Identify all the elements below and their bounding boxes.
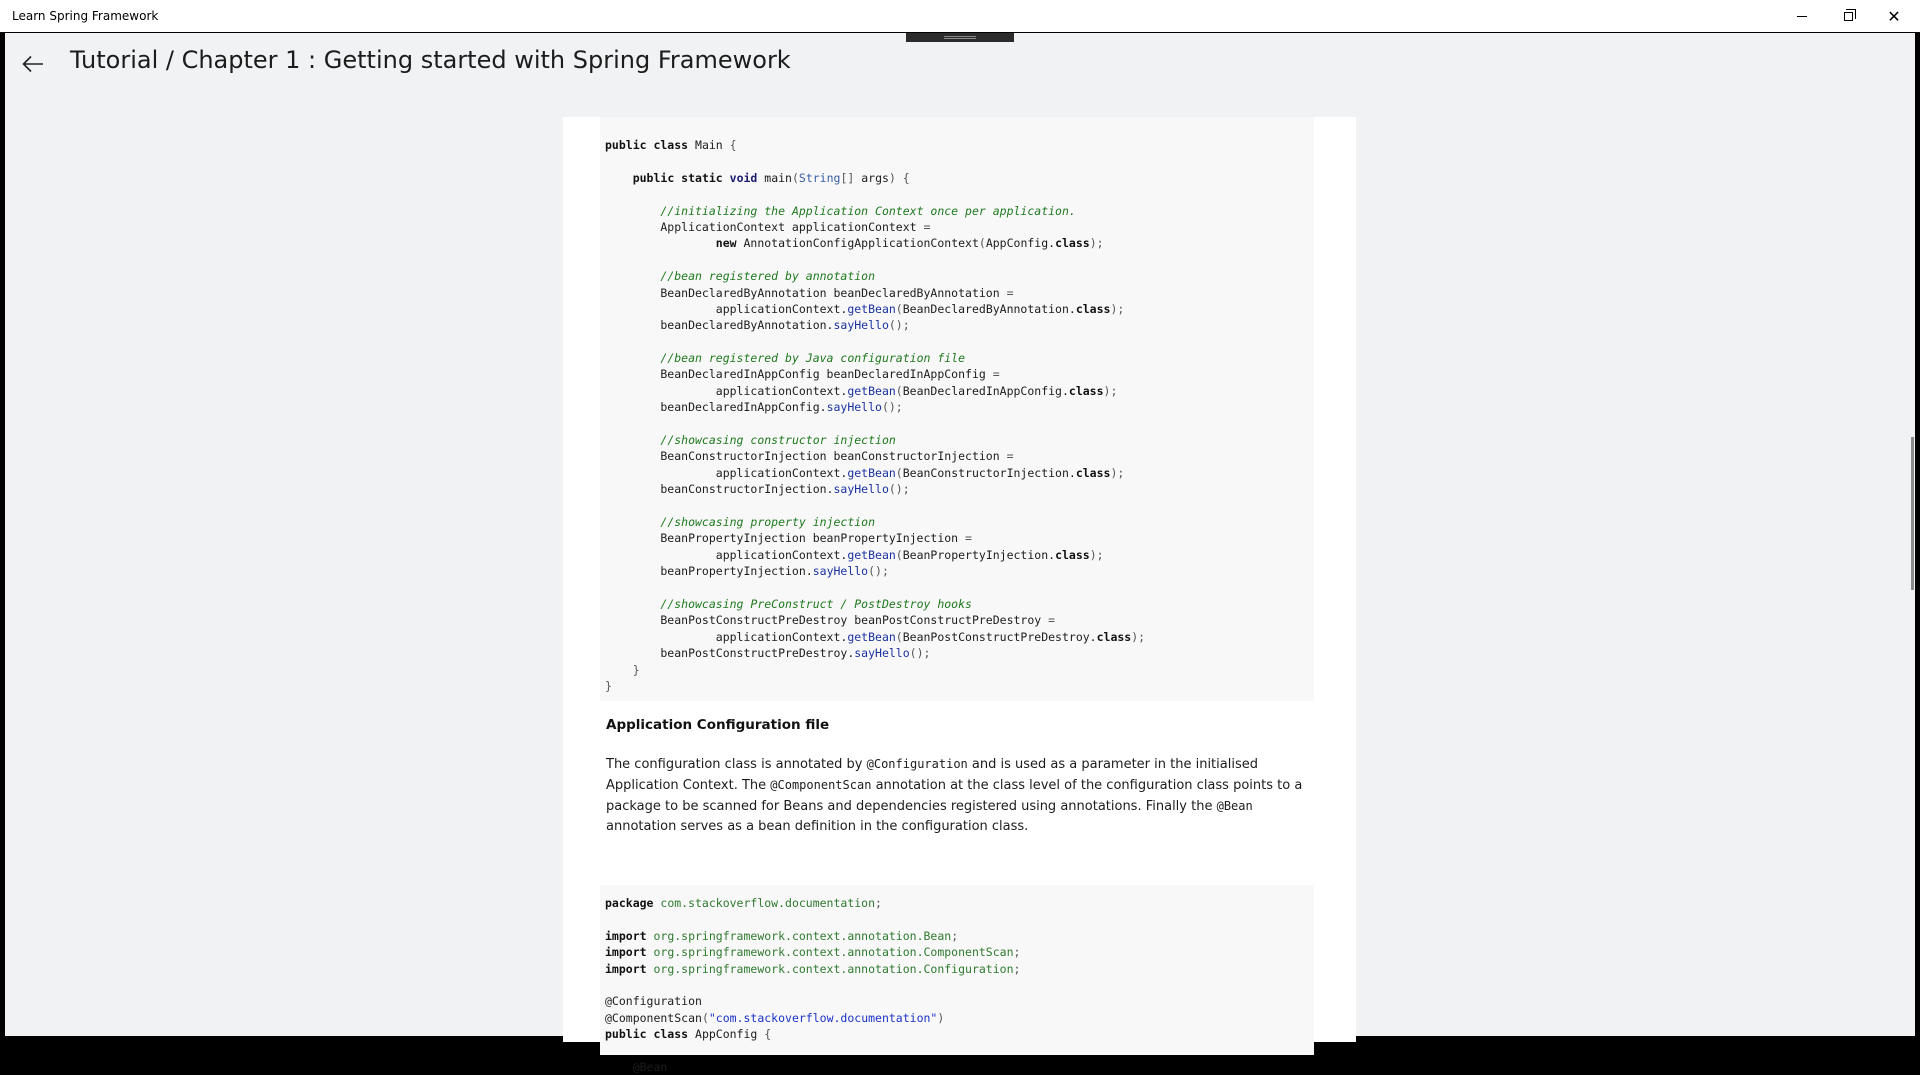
code-line	[605, 170, 1314, 186]
code-line	[605, 911, 1314, 927]
minimize-icon	[1797, 16, 1807, 17]
code-token: AppConfig.	[985, 236, 1056, 251]
code-token: com.stackoverflow.documentation	[660, 896, 876, 910]
code-line	[605, 944, 1314, 960]
code-token: ();	[909, 646, 931, 661]
code-token: {	[729, 138, 737, 152]
code-line	[605, 366, 1314, 382]
inline-code: @Configuration	[866, 757, 968, 771]
code-token: @Configuration	[605, 994, 702, 1009]
paragraph-text: annotation at the class level of the configuration class points to a package to be scanned for Beans and dependencies registered using annotations. Finally the	[606, 778, 1303, 814]
code-line	[605, 580, 1314, 596]
code-token: args	[861, 170, 889, 185]
code-line	[605, 252, 1314, 268]
code-token: (	[791, 170, 799, 185]
code-token	[605, 597, 660, 611]
code-token: ();	[888, 318, 910, 333]
code-line	[605, 629, 1314, 645]
code-token: (	[895, 301, 903, 316]
code-token: )	[937, 1010, 945, 1025]
code-line	[605, 301, 1314, 317]
code-token: ;	[875, 896, 882, 910]
code-token: getBean	[847, 301, 896, 316]
code-token: sayHello	[833, 482, 889, 497]
restore-button[interactable]	[1825, 0, 1871, 32]
code-line	[605, 612, 1314, 628]
code-token: ApplicationContext applicationContext	[605, 219, 924, 234]
code-token: Main	[695, 138, 730, 152]
code-token: );	[1103, 383, 1118, 398]
code-line	[605, 895, 1314, 911]
code-token: import	[605, 928, 654, 943]
code-token: =	[1006, 285, 1014, 300]
inline-code: @Bean	[1216, 799, 1253, 813]
code-token: applicationContext.	[605, 547, 848, 562]
code-line	[605, 1026, 1314, 1042]
code-line	[605, 219, 1314, 235]
code-token: void	[729, 170, 765, 185]
code-token	[605, 204, 660, 218]
code-token: =	[965, 531, 972, 546]
code-token: @Bean	[605, 1059, 668, 1074]
code-token	[605, 433, 660, 447]
code-token: import	[605, 945, 654, 960]
code-token: );	[1131, 629, 1146, 644]
section-paragraph	[606, 754, 1316, 837]
code-token: BeanDeclaredInAppConfig beanDeclaredInAppConfig	[605, 367, 993, 382]
code-token: (	[701, 1010, 709, 1025]
tutorial-content	[563, 117, 1356, 1074]
code-token: ();	[888, 482, 910, 497]
code-token: getBean	[847, 383, 896, 398]
code-line	[605, 678, 1314, 694]
code-line	[605, 399, 1314, 415]
code-line	[605, 268, 1314, 284]
code-token: sayHello	[854, 646, 910, 661]
code-token: beanDeclaredInAppConfig.	[605, 400, 827, 415]
code-line	[605, 563, 1314, 579]
paragraph-text: annotation serves as a bean definition in the configuration class.	[606, 819, 1029, 834]
code-token: =	[1006, 449, 1014, 464]
code-token: ) {	[888, 170, 910, 185]
grip-icon	[944, 36, 976, 37]
code-token: org.springframework.context.annotation.Bean	[653, 928, 952, 943]
code-line	[605, 153, 1314, 169]
code-line	[605, 1059, 1314, 1075]
code-line	[605, 547, 1314, 563]
code-token: );	[1110, 301, 1125, 316]
back-button[interactable]	[17, 49, 49, 79]
code-token: {	[764, 1027, 772, 1042]
arrow-left-icon	[22, 55, 44, 73]
code-token: );	[1089, 236, 1104, 251]
code-token: new	[715, 236, 744, 251]
code-token: }	[605, 678, 612, 693]
code-line	[605, 465, 1314, 481]
code-token: ;	[1013, 961, 1021, 976]
code-token: BeanPostConstructPreDestroy beanPostConstructPreDestroy	[605, 613, 1049, 628]
code-token: getBean	[847, 465, 896, 480]
code-token: org.springframework.context.annotation.ComponentScan	[653, 945, 1014, 960]
code-line	[605, 662, 1314, 678]
code-line	[605, 383, 1314, 399]
code-line	[605, 1010, 1314, 1026]
inline-code: @ComponentScan	[770, 778, 872, 792]
close-icon: ✕	[1887, 6, 1901, 26]
code-token: public static	[632, 170, 730, 185]
code-token: BeanDeclaredByAnnotation beanDeclaredByAnnotation	[605, 285, 1007, 300]
code-line	[605, 448, 1314, 464]
code-token	[605, 236, 716, 250]
drag-handle[interactable]	[906, 33, 1014, 42]
code-token: );	[1110, 465, 1125, 480]
code-token: BeanDeclaredInAppConfig.	[902, 383, 1069, 398]
code-token: beanPostConstructPreDestroy.	[605, 646, 855, 661]
minimize-button[interactable]	[1779, 0, 1825, 32]
code-line	[605, 993, 1314, 1009]
code-token: "com.stackoverflow.documentation"	[708, 1010, 938, 1025]
code-line	[605, 186, 1314, 202]
code-line	[605, 530, 1314, 546]
code-token: ();	[881, 400, 903, 415]
code-token: sayHello	[826, 400, 882, 415]
code-token: }	[605, 662, 640, 677]
code-token: ;	[1013, 945, 1021, 960]
code-token: class	[1096, 629, 1132, 644]
code-line	[605, 334, 1314, 350]
code-token: getBean	[847, 629, 896, 644]
scrollbar-thumb[interactable]	[1911, 437, 1914, 590]
window-title: Learn Spring Framework	[12, 9, 159, 23]
code-token: (	[978, 236, 986, 251]
code-token: BeanPropertyInjection beanPropertyInjection	[605, 531, 966, 546]
code-token	[605, 269, 660, 283]
code-token: //bean registered by annotation	[660, 269, 876, 284]
restore-icon	[1844, 12, 1853, 21]
code-token: //bean registered by Java configuration file	[660, 351, 966, 366]
code-line	[605, 977, 1314, 993]
code-token: (	[895, 383, 903, 398]
code-token: class	[1055, 236, 1090, 251]
code-token: =	[1048, 613, 1056, 628]
code-token: applicationContext.	[605, 629, 848, 644]
code-token: sayHello	[812, 564, 869, 579]
code-token: //showcasing PreConstruct / PostDestroy hooks	[660, 596, 972, 611]
code-line	[605, 596, 1314, 612]
code-token	[605, 171, 633, 185]
code-token: //showcasing constructor injection	[660, 433, 896, 448]
code-line	[605, 432, 1314, 448]
code-line	[605, 317, 1314, 333]
code-token: main	[764, 170, 792, 185]
code-token: class	[1075, 301, 1111, 316]
code-token: (	[895, 547, 903, 562]
code-token: ();	[868, 564, 889, 579]
code-token: class	[1068, 383, 1104, 398]
code-token: BeanConstructorInjection.	[902, 465, 1076, 480]
code-token: (	[895, 629, 903, 644]
code-token: class	[1055, 547, 1090, 562]
code-line	[605, 416, 1314, 432]
code-token: []	[840, 170, 862, 185]
code-line	[605, 235, 1314, 251]
code-token: BeanConstructorInjection beanConstructorInjection	[605, 449, 1007, 464]
code-token: beanPropertyInjection.	[605, 564, 813, 579]
code-token: BeanPropertyInjection.	[902, 547, 1056, 562]
code-token	[605, 515, 660, 529]
code-line	[605, 203, 1314, 219]
page-title: Tutorial / Chapter 1 : Getting started with Spring Framework	[70, 46, 791, 74]
code-line	[605, 285, 1314, 301]
code-line	[605, 137, 1314, 153]
code-line	[605, 481, 1314, 497]
code-line	[605, 961, 1314, 977]
code-token: import	[605, 961, 654, 976]
code-line	[605, 498, 1314, 514]
code-token: BeanDeclaredByAnnotation.	[902, 301, 1076, 316]
close-button[interactable]	[1871, 0, 1917, 32]
code-token: BeanPostConstructPreDestroy.	[902, 629, 1097, 644]
code-token: class	[1075, 465, 1111, 480]
code-token: getBean	[847, 547, 896, 562]
code-line	[605, 645, 1314, 661]
app-content	[5, 33, 1915, 1074]
code-token: applicationContext.	[605, 465, 848, 480]
code-token: package	[605, 896, 661, 910]
paragraph-text: The configuration class is annotated by	[606, 757, 867, 772]
code-line	[605, 514, 1314, 530]
paragraph-text: and is used as a parameter in the initialised Application Context. The	[606, 757, 1258, 793]
code-line	[605, 1043, 1314, 1059]
code-token: @ComponentScan	[605, 1010, 702, 1025]
section-heading: Application Configuration file	[606, 717, 830, 733]
code-block-config	[600, 885, 1314, 1074]
code-token: //initializing the Application Context once per application.	[660, 203, 1076, 218]
code-token: ;	[951, 928, 959, 943]
code-token: public class	[605, 138, 696, 152]
code-token: org.springframework.context.annotation.Configuration	[653, 961, 1014, 976]
code-token: );	[1089, 547, 1104, 562]
code-token: applicationContext.	[605, 301, 848, 316]
code-block-main	[600, 117, 1314, 701]
code-token: //showcasing property injection	[660, 514, 876, 529]
code-token	[605, 351, 660, 365]
code-token: beanDeclaredByAnnotation.	[605, 318, 834, 333]
title-bar	[0, 0, 1920, 32]
code-line	[605, 350, 1314, 366]
code-token: =	[923, 219, 931, 234]
code-token: beanConstructorInjection.	[605, 482, 834, 497]
code-token: AnnotationConfigApplicationContext	[743, 236, 979, 251]
code-token: public class	[605, 1027, 696, 1042]
code-token: applicationContext.	[605, 383, 848, 398]
code-token: (	[895, 465, 903, 480]
code-token: sayHello	[833, 318, 889, 333]
code-line	[605, 928, 1314, 944]
code-token: AppConfig	[695, 1027, 765, 1042]
code-token: String	[798, 170, 841, 185]
code-token: =	[992, 367, 1000, 382]
